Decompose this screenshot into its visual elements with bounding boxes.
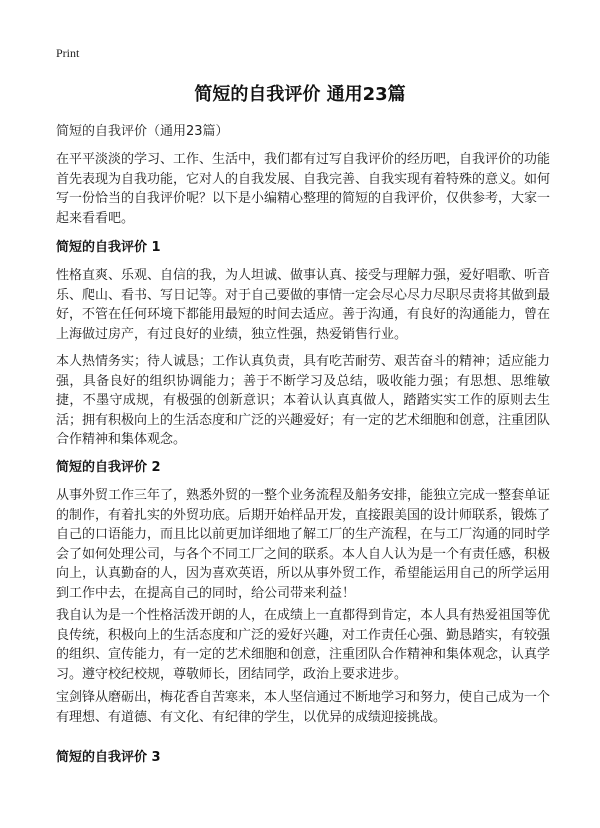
- section-2-paragraph-3: 宝剑锋从磨砺出，梅花香自苦寒来，本人坚信通过不断地学习和努力，使自己成为一个有理想、有道德、有文化、有纪律的学生，以优异的成绩迎接挑战。: [56, 690, 551, 725]
- section-1-paragraph-2: 本人热情务实；待人诚恳；工作认真负责，具有吃苦耐劳、艰苦奋斗的精神；适应能力强，具备良好的组织协调能力；善于不断学习及总结，吸收能力强；有思想、思维敏捷，不墨守成规，有极强的创新意识；本着认认真真做人，踏踏实实工作的原则去生活；拥有积极向上的生活态度和广泛的兴趣爱好；有一定的艺术细胞和创意，注重团队合作精神和集体观念。: [56, 354, 551, 447]
- intro-paragraph: 在平平淡淡的学习、工作、生活中，我们都有过写自我评价的经历吧，自我评价的功能首先表现为自我功能，它对人的自我发展、自我完善、自我实现有着特殊的意义。如何写一份恰当的自我评价呢？以下是小编精心整理的简短的自我评价，仅供参考，大家一起来看看吧。: [56, 152, 551, 226]
- section-heading-2: 简短的自我评价 2: [56, 460, 161, 475]
- section-1-paragraph-1: 性格直爽、乐观、自信的我，为人坦诚、做事认真、接受与理解力强，爱好唱歌、听音乐、爬山、看书、写日记等。对于自己要做的事情一定会尽心尽力尽职尽责将其做到最好，不管在任何环境下都能用最短的时间去适应。善于沟通，有良好的沟通能力，曾在上海做过房产，有过良好的业绩，独立性强，热爱销售行业。: [56, 268, 551, 342]
- print-label[interactable]: Print: [56, 46, 80, 60]
- document-subtitle: 简短的自我评价（通用23篇）: [56, 124, 229, 139]
- section-2-paragraph-1: 从事外贸工作三年了，熟悉外贸的一整个业务流程及船务安排，能独立完成一整套单证的制作，有着扎实的外贸功底。后期开始样品开发，直接跟美国的设计师联系，锻炼了自己的口语能力，而且比以前更加详细地了解工厂的生产流程，在与工厂沟通的同时学会了如何处理公司，与各个不同工厂之间的联系。本人自人认为是一个有责任感，积极向上，认真勤奋的人，因为喜欢英语，所以从事外贸工作，希望能运用自己的所学运用到工作中去，在提高自己的同时，给公司带来利益！: [56, 488, 551, 601]
- section-2-paragraph-2: 我自认为是一个性格活泼开朗的人，在成绩上一直都得到肯定，本人具有热爱祖国等优良传统，积极向上的生活态度和广泛的爱好兴趣，对工作责任心强、勤恳踏实，有较强的组织、宣传能力，有一定的艺术细胞和创意，注重团队合作精神和集体观念，认真学习。遵守校纪校规，尊敬师长，团结同学，政治上要求进步。: [56, 608, 551, 682]
- section-heading-1: 简短的自我评价 1: [56, 240, 161, 255]
- page-title: 简短的自我评价 通用23篇: [194, 84, 406, 105]
- section-heading-3: 简短的自我评价 3: [56, 750, 161, 765]
